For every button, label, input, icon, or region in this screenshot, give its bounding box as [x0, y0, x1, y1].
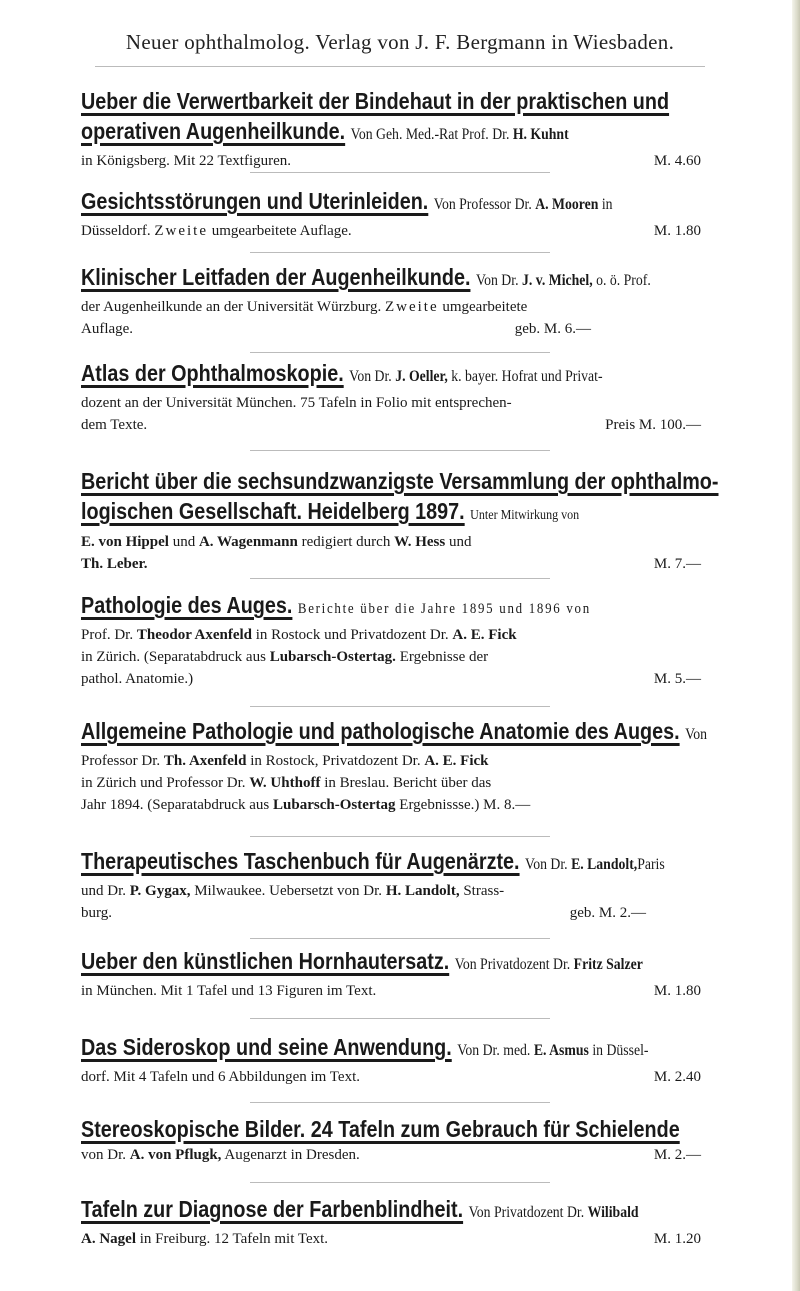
entry-title: Das Sideroskop und seine Anwendung.: [81, 1034, 452, 1060]
entry-lead: Berichte über die Jahre 1895 und 1896 von: [297, 601, 591, 617]
entry-text: dozent an der Universität München. 75 Tafeln in Folio mit entsprechen-: [81, 395, 512, 411]
entry-text: dorf. Mit 4 Tafeln und 6 Abbildungen im Text.: [81, 1069, 360, 1085]
entry-text: in Rostock und Privatdozent Dr.: [255, 627, 449, 643]
entry-lead-tail: o. ö. Prof.: [596, 272, 651, 289]
entry-text: in Zürich und Professor Dr.: [81, 775, 246, 791]
entry-lead: Von Privatdozent Dr.: [468, 1204, 585, 1221]
entry-author: A. Wagenmann: [198, 534, 298, 550]
entry-author: W. Uhthoff: [249, 775, 321, 791]
entry-title: operativen Augenheilkunde.: [81, 118, 346, 144]
entry-text: Zweite: [384, 299, 439, 315]
entry-text: und: [448, 534, 472, 550]
entry-title: logischen Gesellschaft. Heidelberg 1897.: [81, 498, 465, 524]
separator: [250, 836, 550, 837]
catalog-entry: [81, 590, 701, 690]
entry-title: Tafeln zur Diagnose der Farbenblindheit.: [81, 1196, 464, 1222]
entry-price: M. 8.—: [483, 797, 531, 813]
entry-author: E. von Hippel: [81, 534, 169, 550]
entry-title: Bericht über die sechsundzwanzigste Versammlung der ophthalmo-: [81, 468, 719, 494]
catalog-entry: [81, 466, 719, 575]
entry-title: Gesichtsstörungen und Uterinleiden.: [81, 188, 429, 214]
entry-text: Augenarzt in Dresden.: [224, 1147, 360, 1163]
entry-text: umgearbeitete: [442, 299, 528, 315]
page-edge: [792, 0, 800, 1291]
catalog-entry: [81, 86, 701, 172]
entry-text: redigiert durch: [301, 534, 391, 550]
entry-text: Lubarsch-Ostertag.: [269, 649, 396, 665]
entry-author: P. Gygax,: [129, 883, 191, 899]
entry-title: Allgemeine Pathologie und pathologische Anatomie des Auges.: [81, 718, 680, 744]
catalog-entry: [81, 1114, 701, 1166]
entry-author: Th. Leber.: [81, 556, 148, 572]
entry-price: M. 2.—: [653, 1147, 701, 1163]
entry-price: M. 7.—: [653, 556, 701, 572]
entry-author: Wilibald: [587, 1204, 639, 1221]
entry-lead: Von Dr. med.: [457, 1042, 531, 1059]
separator: [250, 1182, 550, 1183]
entry-text: Lubarsch-Ostertag: [273, 797, 396, 813]
entry-title: Atlas der Ophthalmoskopie.: [81, 360, 344, 386]
catalog-entry: [81, 846, 701, 924]
catalog-entry: [81, 946, 701, 1002]
entry-text: Düsseldorf.: [81, 223, 151, 239]
entry-text: burg.: [81, 905, 112, 921]
entry-author: A. Nagel: [81, 1231, 136, 1247]
separator: [250, 252, 550, 253]
entry-text: Prof. Dr.: [81, 627, 134, 643]
entry-text: pathol. Anatomie.): [81, 671, 194, 687]
entry-title: Ueber die Verwertbarkeit der Bindehaut in der praktischen und: [81, 88, 670, 114]
entry-text: Ergebnisse der: [399, 649, 489, 665]
separator: [250, 352, 550, 353]
entry-author: H. Kuhnt: [512, 126, 569, 143]
entry-text: in Rostock, Privatdozent Dr.: [250, 753, 421, 769]
entry-author: A. E. Fick: [452, 627, 517, 643]
entry-lead: Von Dr.: [349, 368, 392, 385]
catalog-entry: [81, 262, 701, 340]
entry-text: in München. Mit 1 Tafel und 13 Figuren im Text.: [81, 983, 377, 999]
separator: [250, 706, 550, 707]
entry-author: H. Landolt,: [385, 883, 460, 899]
header-rule: [95, 66, 705, 67]
entry-author: E. Asmus: [533, 1042, 589, 1059]
catalog-entry: [81, 716, 708, 816]
entry-price: M. 1.80: [653, 983, 701, 999]
entry-text: der Augenheilkunde an der Universität Würzburg.: [81, 299, 382, 315]
entry-text: umgearbeitete Auflage.: [211, 223, 352, 239]
entry-title: Klinischer Leitfaden der Augenheilkunde.: [81, 264, 471, 290]
entry-text: Zweite: [154, 223, 208, 239]
entry-text: Jahr 1894. (Separatabdruck aus: [81, 797, 270, 813]
entry-text: Professor Dr.: [81, 753, 161, 769]
separator: [250, 1018, 550, 1019]
entry-author: W. Hess: [394, 534, 446, 550]
entry-price: geb. M. 2.—: [569, 905, 646, 921]
entry-author: A. Mooren: [535, 196, 599, 213]
entry-text: dem Texte.: [81, 417, 148, 433]
entry-price: M. 2.40: [653, 1069, 701, 1085]
separator: [250, 450, 550, 451]
entry-lead: Von Dr.: [525, 856, 568, 873]
entry-author: J. v. Michel,: [521, 272, 593, 289]
entry-author: A. von Pflugk,: [129, 1147, 222, 1163]
entry-price: M. 5.—: [653, 671, 701, 687]
entry-lead: Von Geh. Med.-Rat Prof. Dr.: [350, 126, 510, 143]
entry-text: Auflage.: [81, 321, 134, 337]
entry-price: M. 1.80: [653, 223, 701, 239]
catalog-entry: [81, 1194, 701, 1250]
entry-author: Th. Axenfeld: [163, 753, 247, 769]
entry-text: Ergebnissse.): [399, 797, 480, 813]
entry-price: Preis M. 100.—: [605, 417, 701, 433]
entry-text: in Zürich. (Separatabdruck aus: [81, 649, 266, 665]
entry-price: M. 4.60: [653, 153, 701, 169]
entry-author: A. E. Fick: [424, 753, 489, 769]
entry-text: Milwaukee. Uebersetzt von Dr.: [194, 883, 383, 899]
entry-author: E. Landolt,: [571, 856, 638, 873]
catalog-entry: [81, 358, 701, 436]
entry-text: in Königsberg. Mit 22 Textfiguren.: [81, 153, 292, 169]
catalog-entry: [81, 186, 701, 242]
entry-lead-tail: in Düssel-: [592, 1042, 649, 1059]
entry-price: M. 1.20: [653, 1231, 701, 1247]
entry-text: Strass-: [463, 883, 505, 899]
entry-title: Ueber den künstlichen Hornhautersatz.: [81, 948, 450, 974]
running-head: Neuer ophthalmolog. Verlag von J. F. Bergmann in Wiesbaden.: [125, 30, 675, 54]
entry-author: Fritz Salzer: [573, 956, 643, 973]
entry-lead-tail: in: [601, 196, 613, 213]
entry-title: Therapeutisches Taschenbuch für Augenärzte.: [81, 848, 520, 874]
entry-lead-tail: Paris: [637, 856, 665, 873]
catalog-entry: [81, 1032, 701, 1088]
entry-text: in Breslau. Bericht über das: [324, 775, 492, 791]
entry-lead: Von Dr.: [475, 272, 519, 289]
entry-author: J. Oeller,: [395, 368, 448, 385]
entry-price: geb. M. 6.—: [514, 321, 591, 337]
separator: [250, 172, 550, 173]
entry-title: Stereoskopische Bilder. 24 Tafeln zum Gebrauch für Schielende: [81, 1116, 680, 1142]
entry-title: Pathologie des Auges.: [81, 592, 293, 618]
entry-text: in Freiburg. 12 Tafeln mit Text.: [139, 1231, 329, 1247]
entry-text: und Dr.: [81, 883, 126, 899]
entry-lead: Von: [685, 726, 708, 743]
entry-lead: Von Professor Dr.: [433, 196, 532, 213]
entry-lead: Von Privatdozent Dr.: [454, 956, 571, 973]
entry-author: Theodor Axenfeld: [136, 627, 252, 643]
separator: [250, 1102, 550, 1103]
entry-text: von Dr.: [81, 1147, 126, 1163]
entry-lead-tail: k. bayer. Hofrat und Privat-: [451, 368, 603, 385]
entry-lead: Unter Mitwirkung von: [470, 508, 580, 523]
entry-text: und: [172, 534, 196, 550]
separator: [250, 938, 550, 939]
separator: [250, 578, 550, 579]
